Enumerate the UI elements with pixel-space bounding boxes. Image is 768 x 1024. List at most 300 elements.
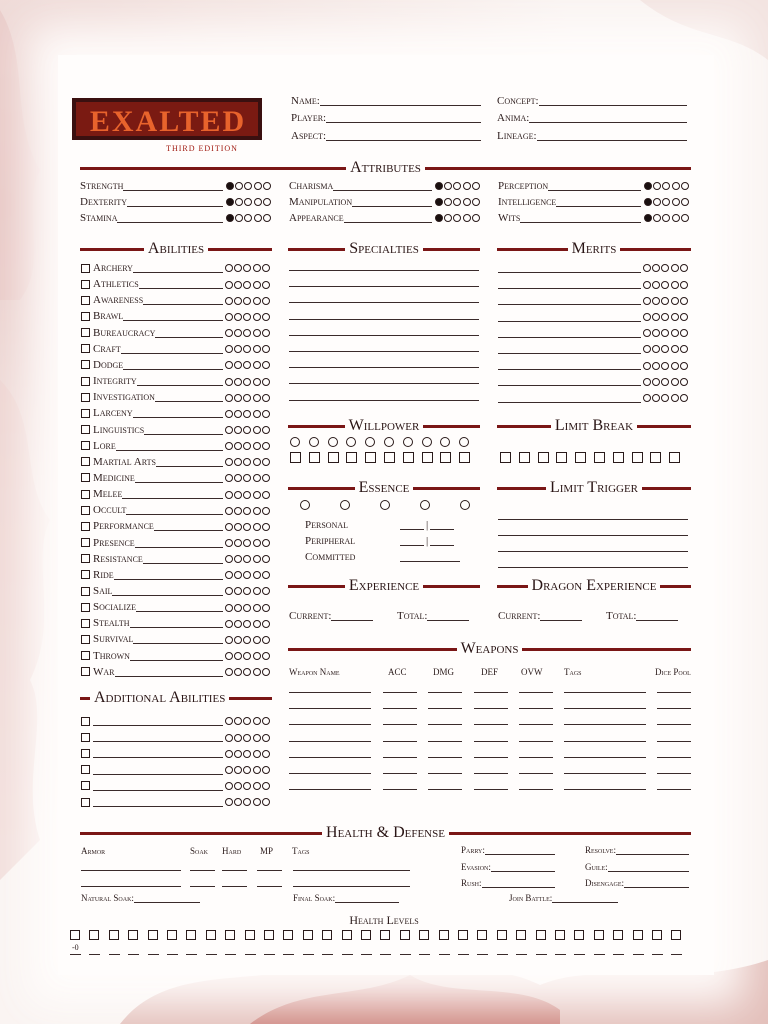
ability-dot[interactable] — [225, 458, 233, 466]
health-level-box[interactable] — [652, 930, 662, 940]
weapon-cell[interactable] — [428, 692, 462, 693]
join-battle-input[interactable] — [552, 893, 618, 903]
additional-ability-dot[interactable] — [243, 734, 251, 742]
ability-dot[interactable] — [262, 281, 270, 289]
willpower-box[interactable] — [290, 452, 301, 463]
player-input[interactable] — [326, 113, 481, 123]
weapon-cell[interactable] — [428, 708, 462, 709]
additional-ability-dot[interactable] — [253, 766, 261, 774]
ability-dot[interactable] — [243, 378, 251, 386]
peripheral-current-input[interactable] — [400, 536, 424, 546]
additional-ability-dot[interactable] — [234, 782, 242, 790]
lineage-field[interactable] — [497, 130, 687, 142]
favored-checkbox[interactable] — [81, 603, 90, 612]
weapon-cell[interactable] — [657, 692, 691, 693]
ability-dot[interactable] — [262, 361, 270, 369]
favored-checkbox[interactable] — [81, 570, 90, 579]
additional-ability-dot[interactable] — [262, 782, 270, 790]
ability-dot[interactable] — [253, 345, 261, 353]
defense-input[interactable] — [491, 862, 555, 872]
favored-checkbox[interactable] — [81, 280, 90, 289]
ability-dot[interactable] — [225, 442, 233, 450]
ability-dot[interactable] — [234, 539, 242, 547]
limit-trigger-line[interactable] — [498, 519, 688, 520]
weapon-cell[interactable] — [289, 724, 371, 725]
weapon-cell[interactable] — [383, 708, 417, 709]
merit-dot[interactable] — [652, 264, 660, 272]
attribute-dot[interactable] — [672, 198, 680, 206]
ability-dot[interactable] — [225, 523, 233, 531]
favored-checkbox[interactable] — [81, 393, 90, 402]
additional-ability-checkbox[interactable] — [81, 733, 90, 742]
ability-dot[interactable] — [262, 378, 270, 386]
attribute-dot[interactable] — [644, 214, 652, 222]
merit-dot[interactable] — [661, 281, 669, 289]
merit-dot[interactable] — [643, 378, 651, 386]
merit-dot[interactable] — [671, 345, 679, 353]
attribute-dot[interactable] — [672, 182, 680, 190]
health-penalty-line[interactable] — [128, 954, 139, 955]
attribute-dot[interactable] — [435, 198, 443, 206]
favored-checkbox[interactable] — [81, 587, 90, 596]
ability-dot[interactable] — [234, 636, 242, 644]
attribute-dot[interactable] — [254, 198, 262, 206]
ability-dot[interactable] — [225, 620, 233, 628]
health-level-box[interactable] — [536, 930, 546, 940]
health-level-box[interactable] — [458, 930, 468, 940]
ability-dot[interactable] — [225, 281, 233, 289]
additional-ability-dot[interactable] — [234, 734, 242, 742]
willpower-box[interactable] — [309, 452, 320, 463]
weapon-cell[interactable] — [289, 692, 371, 693]
health-level-box[interactable] — [322, 930, 332, 940]
weapon-cell[interactable] — [383, 773, 417, 774]
anima-input[interactable] — [529, 113, 687, 123]
health-penalty-line[interactable] — [70, 954, 81, 955]
favored-checkbox[interactable] — [81, 538, 90, 547]
additional-ability-dot[interactable] — [225, 782, 233, 790]
weapon-cell[interactable] — [289, 773, 371, 774]
ability-dot[interactable] — [225, 297, 233, 305]
health-penalty-line[interactable] — [245, 954, 256, 955]
merit-dot[interactable] — [671, 281, 679, 289]
ability-dot[interactable] — [234, 281, 242, 289]
attribute-dot[interactable] — [681, 182, 689, 190]
willpower-box[interactable] — [459, 452, 470, 463]
ability-dot[interactable] — [262, 297, 270, 305]
merit-dot[interactable] — [680, 345, 688, 353]
attribute-dot[interactable] — [235, 198, 243, 206]
limit-break-box[interactable] — [613, 452, 624, 463]
health-level-box[interactable] — [439, 930, 449, 940]
attribute-dot[interactable] — [244, 182, 252, 190]
player-field[interactable] — [291, 112, 481, 124]
weapon-cell[interactable] — [474, 708, 508, 709]
weapon-cell[interactable] — [519, 773, 553, 774]
ability-dot[interactable] — [253, 652, 261, 660]
defense-input[interactable] — [608, 862, 689, 872]
health-penalty-line[interactable] — [555, 954, 566, 955]
ability-dot[interactable] — [262, 636, 270, 644]
attribute-dot[interactable] — [644, 198, 652, 206]
ability-dot[interactable] — [234, 587, 242, 595]
ability-dot[interactable] — [262, 491, 270, 499]
anima-field[interactable] — [497, 112, 687, 124]
ability-dot[interactable] — [243, 555, 251, 563]
merit-dot[interactable] — [643, 345, 651, 353]
favored-checkbox[interactable] — [81, 619, 90, 628]
willpower-box[interactable] — [422, 452, 433, 463]
merit-dot[interactable] — [652, 281, 660, 289]
ability-dot[interactable] — [243, 458, 251, 466]
additional-ability-dot[interactable] — [225, 717, 233, 725]
ability-dot[interactable] — [234, 329, 242, 337]
ability-dot[interactable] — [243, 604, 251, 612]
ability-dot[interactable] — [234, 604, 242, 612]
ability-dot[interactable] — [253, 458, 261, 466]
armor-cell[interactable] — [81, 870, 181, 871]
weapon-cell[interactable] — [428, 724, 462, 725]
attribute-dot[interactable] — [453, 198, 461, 206]
weapon-cell[interactable] — [474, 724, 508, 725]
additional-ability-dot[interactable] — [234, 766, 242, 774]
essence-dot[interactable] — [340, 500, 350, 510]
ability-dot[interactable] — [225, 491, 233, 499]
name-input[interactable] — [320, 96, 481, 106]
ability-dot[interactable] — [262, 458, 270, 466]
ability-dot[interactable] — [243, 361, 251, 369]
experience-current-input[interactable] — [331, 611, 373, 621]
attribute-dot[interactable] — [662, 182, 670, 190]
ability-dot[interactable] — [234, 458, 242, 466]
merit-dot[interactable] — [643, 264, 651, 272]
attribute-dot[interactable] — [444, 214, 452, 222]
ability-dot[interactable] — [234, 442, 242, 450]
weapon-cell[interactable] — [564, 757, 646, 758]
ability-dot[interactable] — [234, 394, 242, 402]
ability-dot[interactable] — [243, 297, 251, 305]
specialty-line[interactable] — [289, 270, 479, 271]
ability-dot[interactable] — [225, 539, 233, 547]
ability-dot[interactable] — [253, 313, 261, 321]
merit-dot[interactable] — [671, 378, 679, 386]
ability-dot[interactable] — [243, 394, 251, 402]
ability-dot[interactable] — [262, 474, 270, 482]
dragon-total-input[interactable] — [636, 611, 678, 621]
ability-dot[interactable] — [262, 587, 270, 595]
ability-dot[interactable] — [225, 636, 233, 644]
health-level-box[interactable] — [148, 930, 158, 940]
ability-dot[interactable] — [253, 361, 261, 369]
willpower-dot[interactable] — [290, 437, 300, 447]
merit-line[interactable] — [498, 312, 641, 322]
willpower-box[interactable] — [346, 452, 357, 463]
health-penalty-line[interactable] — [148, 954, 159, 955]
ability-dot[interactable] — [243, 620, 251, 628]
ability-dot[interactable] — [225, 345, 233, 353]
ability-dot[interactable] — [253, 587, 261, 595]
willpower-box[interactable] — [440, 452, 451, 463]
health-penalty-line[interactable] — [400, 954, 411, 955]
ability-dot[interactable] — [243, 345, 251, 353]
limit-trigger-line[interactable] — [498, 551, 688, 552]
health-level-box[interactable] — [342, 930, 352, 940]
essence-dot[interactable] — [460, 500, 470, 510]
specialty-line[interactable] — [289, 367, 479, 368]
ability-dot[interactable] — [253, 329, 261, 337]
weapon-cell[interactable] — [657, 789, 691, 790]
ability-dot[interactable] — [253, 604, 261, 612]
favored-checkbox[interactable] — [81, 490, 90, 499]
ability-dot[interactable] — [243, 491, 251, 499]
health-penalty-line[interactable] — [380, 954, 391, 955]
favored-checkbox[interactable] — [81, 473, 90, 482]
ability-dot[interactable] — [243, 539, 251, 547]
weapon-cell[interactable] — [428, 789, 462, 790]
merit-dot[interactable] — [652, 313, 660, 321]
merit-dot[interactable] — [652, 297, 660, 305]
ability-dot[interactable] — [262, 604, 270, 612]
ability-dot[interactable] — [243, 636, 251, 644]
health-level-box[interactable] — [109, 930, 119, 940]
ability-dot[interactable] — [253, 571, 261, 579]
weapon-cell[interactable] — [564, 692, 646, 693]
armor-cell[interactable] — [222, 886, 247, 887]
ability-dot[interactable] — [262, 345, 270, 353]
merit-dot[interactable] — [643, 329, 651, 337]
favored-checkbox[interactable] — [81, 667, 90, 676]
willpower-dot[interactable] — [403, 437, 413, 447]
merit-dot[interactable] — [671, 329, 679, 337]
ability-dot[interactable] — [253, 491, 261, 499]
ability-dot[interactable] — [262, 507, 270, 515]
health-level-box[interactable] — [516, 930, 526, 940]
health-level-box[interactable] — [400, 930, 410, 940]
additional-ability-dot[interactable] — [262, 766, 270, 774]
attribute-dot[interactable] — [681, 214, 689, 222]
ability-dot[interactable] — [234, 378, 242, 386]
ability-dot[interactable] — [243, 652, 251, 660]
lineage-input[interactable] — [537, 131, 687, 141]
ability-dot[interactable] — [262, 539, 270, 547]
additional-ability-checkbox[interactable] — [81, 765, 90, 774]
favored-checkbox[interactable] — [81, 377, 90, 386]
merit-line[interactable] — [498, 295, 641, 305]
specialty-line[interactable] — [289, 400, 479, 401]
favored-checkbox[interactable] — [81, 425, 90, 434]
additional-ability-dot[interactable] — [253, 717, 261, 725]
health-level-box[interactable] — [167, 930, 177, 940]
ability-dot[interactable] — [262, 442, 270, 450]
merit-dot[interactable] — [661, 313, 669, 321]
weapon-cell[interactable] — [474, 757, 508, 758]
weapon-cell[interactable] — [428, 773, 462, 774]
ability-dot[interactable] — [225, 378, 233, 386]
ability-dot[interactable] — [262, 410, 270, 418]
ability-dot[interactable] — [225, 571, 233, 579]
armor-cell[interactable] — [190, 870, 215, 871]
weapon-cell[interactable] — [519, 789, 553, 790]
additional-ability-line[interactable] — [93, 765, 223, 775]
additional-ability-dot[interactable] — [253, 798, 261, 806]
ability-dot[interactable] — [234, 620, 242, 628]
attribute-dot[interactable] — [235, 214, 243, 222]
specialty-line[interactable] — [289, 302, 479, 303]
merit-dot[interactable] — [680, 281, 688, 289]
attribute-dot[interactable] — [672, 214, 680, 222]
health-level-box[interactable] — [633, 930, 643, 940]
ability-dot[interactable] — [234, 313, 242, 321]
ability-dot[interactable] — [243, 474, 251, 482]
health-level-box[interactable] — [497, 930, 507, 940]
additional-ability-dot[interactable] — [225, 734, 233, 742]
merit-dot[interactable] — [652, 362, 660, 370]
attribute-dot[interactable] — [435, 214, 443, 222]
attribute-dot[interactable] — [472, 182, 480, 190]
health-penalty-line[interactable] — [283, 954, 294, 955]
defense-input[interactable] — [616, 845, 689, 855]
ability-dot[interactable] — [234, 410, 242, 418]
ability-dot[interactable] — [262, 264, 270, 272]
weapon-cell[interactable] — [428, 757, 462, 758]
health-level-box[interactable] — [613, 930, 623, 940]
additional-ability-checkbox[interactable] — [81, 749, 90, 758]
favored-checkbox[interactable] — [81, 651, 90, 660]
health-penalty-line[interactable] — [342, 954, 353, 955]
attribute-dot[interactable] — [472, 198, 480, 206]
favored-checkbox[interactable] — [81, 522, 90, 531]
additional-ability-dot[interactable] — [243, 798, 251, 806]
health-level-box[interactable] — [477, 930, 487, 940]
attribute-dot[interactable] — [444, 198, 452, 206]
merit-dot[interactable] — [671, 313, 679, 321]
health-penalty-line[interactable] — [516, 954, 527, 955]
weapon-cell[interactable] — [657, 708, 691, 709]
limit-break-box[interactable] — [556, 452, 567, 463]
additional-ability-dot[interactable] — [262, 734, 270, 742]
limit-break-box[interactable] — [669, 452, 680, 463]
attribute-dot[interactable] — [653, 182, 661, 190]
ability-dot[interactable] — [234, 426, 242, 434]
attribute-dot[interactable] — [453, 182, 461, 190]
personal-current-input[interactable] — [400, 520, 424, 530]
additional-ability-line[interactable] — [93, 716, 223, 726]
health-level-box[interactable] — [594, 930, 604, 940]
health-penalty-line[interactable] — [322, 954, 333, 955]
attribute-dot[interactable] — [226, 198, 234, 206]
favored-checkbox[interactable] — [81, 554, 90, 563]
merit-dot[interactable] — [661, 378, 669, 386]
ability-dot[interactable] — [234, 491, 242, 499]
health-level-box[interactable] — [225, 930, 235, 940]
ability-dot[interactable] — [234, 297, 242, 305]
limit-break-box[interactable] — [575, 452, 586, 463]
health-level-box[interactable] — [206, 930, 216, 940]
attribute-dot[interactable] — [244, 198, 252, 206]
merit-line[interactable] — [498, 393, 641, 403]
defense-input[interactable] — [482, 878, 555, 888]
aspect-input[interactable] — [326, 131, 481, 141]
specialty-line[interactable] — [289, 319, 479, 320]
weapon-cell[interactable] — [519, 708, 553, 709]
attribute-dot[interactable] — [226, 214, 234, 222]
weapon-cell[interactable] — [289, 789, 371, 790]
armor-cell[interactable] — [81, 886, 181, 887]
limit-break-box[interactable] — [650, 452, 661, 463]
additional-ability-dot[interactable] — [225, 798, 233, 806]
ability-dot[interactable] — [253, 539, 261, 547]
weapon-cell[interactable] — [383, 757, 417, 758]
health-level-box[interactable] — [303, 930, 313, 940]
health-penalty-line[interactable] — [419, 954, 430, 955]
merit-dot[interactable] — [671, 362, 679, 370]
additional-ability-dot[interactable] — [253, 734, 261, 742]
additional-ability-dot[interactable] — [243, 717, 251, 725]
weapon-cell[interactable] — [519, 741, 553, 742]
ability-dot[interactable] — [225, 587, 233, 595]
ability-dot[interactable] — [243, 587, 251, 595]
ability-dot[interactable] — [262, 620, 270, 628]
specialty-line[interactable] — [289, 351, 479, 352]
weapon-cell[interactable] — [564, 708, 646, 709]
ability-dot[interactable] — [225, 329, 233, 337]
health-level-box[interactable] — [128, 930, 138, 940]
merit-dot[interactable] — [680, 329, 688, 337]
health-level-box[interactable] — [186, 930, 196, 940]
weapon-cell[interactable] — [564, 741, 646, 742]
additional-ability-dot[interactable] — [234, 798, 242, 806]
limit-break-box[interactable] — [594, 452, 605, 463]
merit-dot[interactable] — [661, 345, 669, 353]
merit-line[interactable] — [498, 344, 641, 354]
favored-checkbox[interactable] — [81, 312, 90, 321]
merit-dot[interactable] — [652, 329, 660, 337]
ability-dot[interactable] — [253, 620, 261, 628]
health-penalty-line[interactable] — [89, 954, 100, 955]
attribute-dot[interactable] — [463, 198, 471, 206]
natural-soak-input[interactable] — [134, 893, 200, 903]
attribute-dot[interactable] — [244, 214, 252, 222]
favored-checkbox[interactable] — [81, 409, 90, 418]
additional-ability-checkbox[interactable] — [81, 798, 90, 807]
ability-dot[interactable] — [253, 668, 261, 676]
ability-dot[interactable] — [253, 297, 261, 305]
merit-dot[interactable] — [680, 264, 688, 272]
merit-dot[interactable] — [671, 394, 679, 402]
ability-dot[interactable] — [253, 442, 261, 450]
merit-dot[interactable] — [671, 264, 679, 272]
armor-cell[interactable] — [222, 870, 247, 871]
ability-dot[interactable] — [234, 345, 242, 353]
health-penalty-line[interactable] — [361, 954, 372, 955]
health-penalty-line[interactable] — [613, 954, 624, 955]
health-penalty-line[interactable] — [594, 954, 605, 955]
additional-ability-line[interactable] — [93, 732, 223, 742]
willpower-dot[interactable] — [384, 437, 394, 447]
attribute-dot[interactable] — [263, 198, 271, 206]
merit-dot[interactable] — [680, 297, 688, 305]
experience-total-input[interactable] — [427, 611, 469, 621]
favored-checkbox[interactable] — [81, 360, 90, 369]
ability-dot[interactable] — [234, 652, 242, 660]
additional-ability-checkbox[interactable] — [81, 717, 90, 726]
merit-dot[interactable] — [680, 394, 688, 402]
health-level-box[interactable] — [555, 930, 565, 940]
attribute-dot[interactable] — [681, 198, 689, 206]
health-penalty-line[interactable] — [303, 954, 314, 955]
committed-input[interactable] — [400, 552, 460, 562]
favored-checkbox[interactable] — [81, 344, 90, 353]
